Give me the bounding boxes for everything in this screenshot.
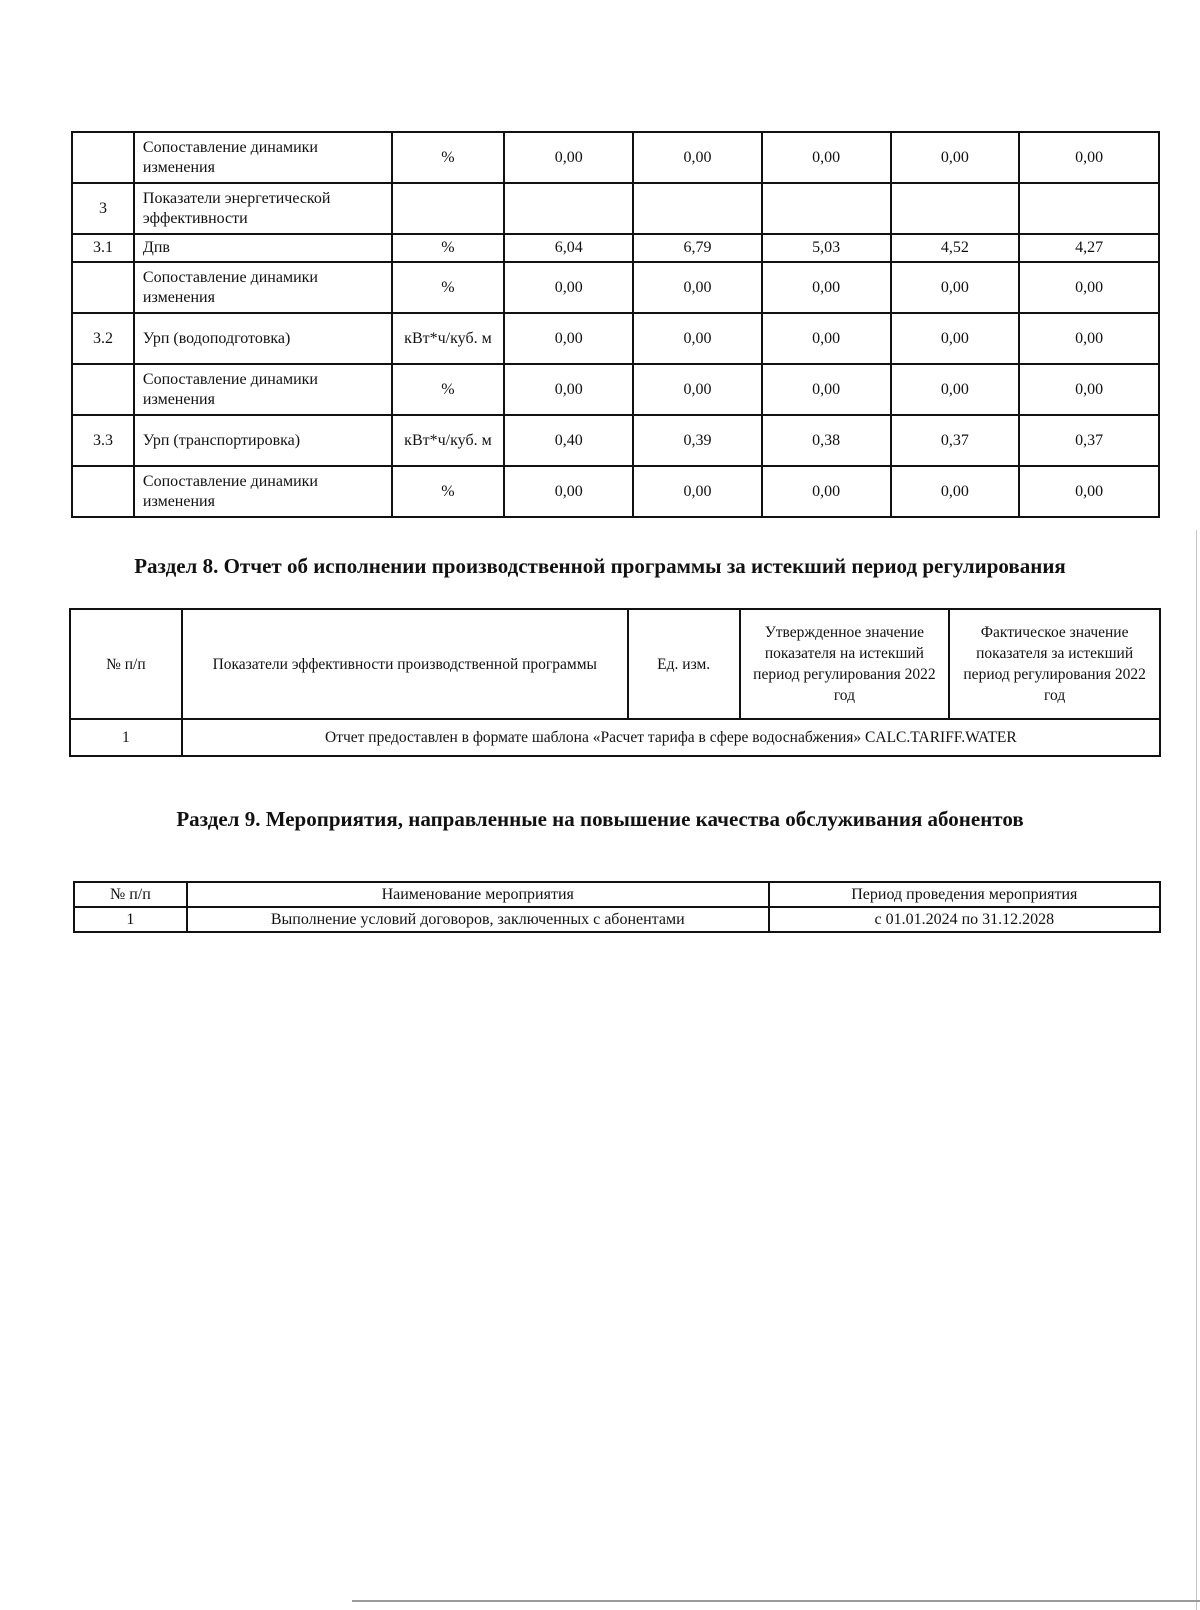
activity-name: Выполнение условий договоров, заключенных с абонентами (187, 907, 769, 932)
value: 0,38 (762, 415, 891, 466)
header-indicators: Показатели эффективности производственной программы (182, 609, 628, 719)
value: 4,27 (1019, 234, 1159, 262)
row-number (72, 132, 134, 183)
header-actual-value: Фактическое значение показателя за истекший период регулирования 2022 год (949, 609, 1160, 719)
section-9-table (73, 881, 1161, 933)
value: 0,00 (1019, 262, 1159, 313)
value (633, 183, 762, 234)
value: 0,39 (633, 415, 762, 466)
row-number (72, 364, 134, 415)
value: 0,00 (762, 364, 891, 415)
indicator-name: Сопоставление динамики изменения (134, 466, 392, 517)
section-8-title: Раздел 8. Отчет об исполнении производственной программы за истекший период регулирования (134, 554, 1066, 578)
value (504, 183, 633, 234)
value: 0,00 (633, 466, 762, 517)
value: 0,00 (633, 313, 762, 364)
table-row (70, 719, 1160, 756)
table-row (72, 234, 1159, 262)
unit (392, 183, 505, 234)
header-activity-name: Наименование мероприятия (187, 882, 769, 907)
value: 0,00 (504, 364, 633, 415)
indicator-name: Сопоставление динамики изменения (134, 132, 392, 183)
value: 0,00 (762, 262, 891, 313)
unit: % (392, 132, 505, 183)
section-9-title: Раздел 9. Мероприятия, направленные на повышение качества обслуживания абонентов (176, 807, 1024, 831)
value: 0,00 (633, 364, 762, 415)
table-row (72, 132, 1159, 183)
value: 0,00 (762, 132, 891, 183)
indicator-name: Урп (транспортировка) (134, 415, 392, 466)
header-number: № п/п (74, 882, 187, 907)
header-number: № п/п (70, 609, 182, 719)
value: 0,00 (504, 313, 633, 364)
value: 0,00 (504, 132, 633, 183)
value: 5,03 (762, 234, 891, 262)
value: 0,00 (891, 262, 1020, 313)
scan-edge-line (352, 1600, 1200, 1602)
row-number (72, 466, 134, 517)
value: 0,00 (633, 262, 762, 313)
row-number: 1 (74, 907, 187, 932)
table-row (72, 415, 1159, 466)
value: 0,00 (762, 313, 891, 364)
table-row (72, 262, 1159, 313)
value: 0,00 (504, 466, 633, 517)
table-header-row (74, 882, 1160, 907)
unit: кВт*ч/куб. м (392, 313, 505, 364)
header-period: Период проведения мероприятия (769, 882, 1160, 907)
value: 0,37 (891, 415, 1020, 466)
value: 0,00 (1019, 364, 1159, 415)
value: 0,00 (1019, 132, 1159, 183)
value: 0,00 (891, 364, 1020, 415)
value (762, 183, 891, 234)
value: 4,52 (891, 234, 1020, 262)
table-header-row (70, 609, 1160, 719)
value: 0,00 (504, 262, 633, 313)
row-number: 3.2 (72, 313, 134, 364)
value: 0,00 (633, 132, 762, 183)
table-row (72, 466, 1159, 517)
row-number (72, 262, 134, 313)
value: 6,79 (633, 234, 762, 262)
row-number: 1 (70, 719, 182, 756)
row-number: 3 (72, 183, 134, 234)
table-row (74, 907, 1160, 932)
value: 0,00 (891, 132, 1020, 183)
scan-edge-line (1196, 530, 1197, 1610)
header-approved-value: Утвержденное значение показателя на истекший период регулирования 2022 год (740, 609, 950, 719)
indicator-name: Урп (водоподготовка) (134, 313, 392, 364)
value: 0,00 (891, 313, 1020, 364)
activity-period: с 01.01.2024 по 31.12.2028 (769, 907, 1160, 932)
value: 0,00 (762, 466, 891, 517)
row-number: 3.3 (72, 415, 134, 466)
row-number: 3.1 (72, 234, 134, 262)
value (891, 183, 1020, 234)
value: 0,40 (504, 415, 633, 466)
value: 0,00 (1019, 466, 1159, 517)
unit: % (392, 466, 505, 517)
indicator-name: Сопоставление динамики изменения (134, 364, 392, 415)
table-row (72, 183, 1159, 234)
report-note: Отчет предоставлен в формате шаблона «Расчет тарифа в сфере водоснабжения» CALC.TARIFF.WATER (182, 719, 1160, 756)
value: 0,00 (1019, 313, 1159, 364)
unit: % (392, 364, 505, 415)
indicator-name: Показатели энергетической эффективности (134, 183, 392, 234)
header-unit: Ед. изм. (628, 609, 740, 719)
indicators-table (71, 131, 1160, 518)
table-row (72, 364, 1159, 415)
value: 0,00 (891, 466, 1020, 517)
unit: кВт*ч/куб. м (392, 415, 505, 466)
unit: % (392, 262, 505, 313)
unit: % (392, 234, 505, 262)
indicator-name: Дпв (134, 234, 392, 262)
value (1019, 183, 1159, 234)
section-8-table (69, 608, 1161, 757)
table-row (72, 313, 1159, 364)
indicator-name: Сопоставление динамики изменения (134, 262, 392, 313)
value: 6,04 (504, 234, 633, 262)
value: 0,37 (1019, 415, 1159, 466)
